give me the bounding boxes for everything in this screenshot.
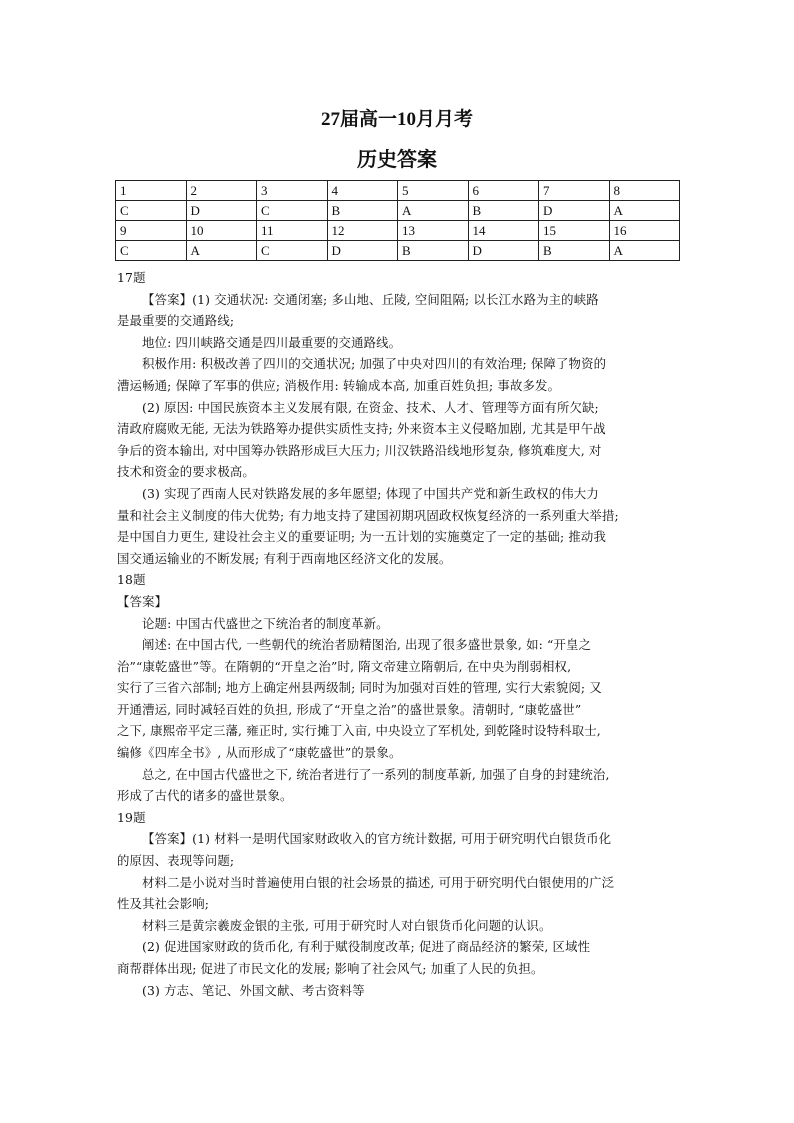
table-cell: C bbox=[257, 241, 328, 261]
table-row bbox=[116, 221, 680, 241]
table-cell: 15 bbox=[539, 221, 610, 241]
table-cell: 8 bbox=[609, 181, 680, 201]
answer-line: 开通漕运, 同时减轻百姓的负担, 形成了“开皇之治”的盛世景象。清朝时, “康乾盛世” bbox=[117, 701, 582, 717]
answer-line: 国交通运输业的不断发展; 有利于西南地区经济文化的发展。 bbox=[117, 550, 452, 566]
table-cell: B bbox=[539, 241, 610, 261]
table-cell: 10 bbox=[186, 221, 257, 241]
table-cell: A bbox=[609, 201, 680, 221]
answer-line: (3) 方志、笔记、外国文献、考古资料等 bbox=[142, 982, 365, 998]
page-title: 27届高一10月月考 bbox=[320, 109, 473, 130]
table-cell: 16 bbox=[609, 221, 680, 241]
table-cell: C bbox=[257, 201, 328, 221]
table-row bbox=[116, 241, 680, 261]
answer-line: 【答案】(1) 材料一是明代国家财政收入的官方统计数据, 可用于研究明代白银货币化 bbox=[142, 831, 612, 847]
answer-line: 实行了三省六部制; 地方上确定州县两级制; 同时为加强对百姓的管理, 实行大索貌阅; 又 bbox=[117, 680, 602, 696]
answer-line: 争后的资本输出, 对中国筹办铁路形成巨大压力; 川汉铁路沿线地形复杂, 修筑难度大, 对 bbox=[117, 442, 602, 458]
answer-line: 漕运畅通; 保障了军事的供应; 消极作用: 转输成本高, 加重百姓负担; 事故多发。 bbox=[117, 377, 561, 393]
table-cell: 7 bbox=[539, 181, 610, 201]
table-cell: 4 bbox=[327, 181, 398, 201]
table-cell: B bbox=[468, 201, 539, 221]
answer-line: 总之, 在中国古代盛世之下, 统治者进行了一系列的制度革新, 加强了自身的封建统治, bbox=[142, 766, 610, 782]
table-cell: 5 bbox=[398, 181, 469, 201]
answer-line: 之下, 康熙帝平定三藩, 雍正时, 实行摊丁入亩, 中央设立了军机处, 到乾隆时设特科取士, bbox=[117, 723, 601, 739]
answer-line: 积极作用: 积极改善了四川的交通状况; 加强了中央对四川的有效治理; 保障了物资的 bbox=[142, 356, 607, 372]
table-cell: C bbox=[116, 201, 187, 221]
answer-line: 的原因、表现等问题; bbox=[117, 853, 235, 869]
table-cell: D bbox=[539, 201, 610, 221]
table-cell: 12 bbox=[327, 221, 398, 241]
table-row bbox=[116, 181, 680, 201]
answer-body bbox=[117, 267, 683, 1001]
answer-line: 编修《四库全书》, 从而形成了“康乾盛世”的景象。 bbox=[117, 745, 402, 761]
answer-line: 是最重要的交通路线; bbox=[117, 313, 235, 329]
answer-line: 性及其社会影响; bbox=[117, 896, 210, 912]
answer-line: 是中国自力更生, 建设社会主义的重要证明; 为一五计划的实施奠定了一定的基础; 推动我 bbox=[117, 529, 607, 545]
table-cell: D bbox=[186, 201, 257, 221]
answer-line: 技术和资金的要求极高。 bbox=[117, 464, 255, 480]
answer-line: 论题: 中国古代盛世之下统治者的制度革新。 bbox=[142, 615, 389, 631]
question-heading-17: 17题 bbox=[117, 270, 146, 285]
answer-line: 清政府腐败无能, 无法为铁路筹办提供实质性支持; 外来资本主义侵略加剧, 尤其是甲午战 bbox=[117, 421, 606, 437]
table-cell: 1 bbox=[116, 181, 187, 201]
table-cell: A bbox=[186, 241, 257, 261]
table-cell: B bbox=[327, 201, 398, 221]
answer-line: 材料二是小说对当时普遍使用白银的社会场景的描述, 可用于研究明代白银使用的广泛 bbox=[142, 874, 615, 890]
table-cell: D bbox=[468, 241, 539, 261]
answer-line: 阐述: 在中国古代, 一些朝代的统治者励精图治, 出现了很多盛世景象, 如: “开皇之 bbox=[142, 637, 592, 653]
answer-line: 形成了古代的诸多的盛世景象。 bbox=[117, 788, 293, 804]
answer-line: (3) 实现了西南人民对铁路发展的多年愿望; 体现了中国共产党和新生政权的伟大力 bbox=[142, 485, 599, 501]
table-cell: B bbox=[398, 241, 469, 261]
answer-line: 量和社会主义制度的伟大优势; 有力地支持了建国初期巩固政权恢复经济的一系列重大举措; bbox=[117, 507, 619, 523]
table-row bbox=[116, 201, 680, 221]
question-heading-18: 18题 bbox=[117, 572, 146, 588]
answer-line: 材料三是黄宗羲废金银的主张, 可用于研究时人对白银货币化问题的认识。 bbox=[142, 917, 552, 933]
table-cell: 2 bbox=[186, 181, 257, 201]
answer-line: (2) 促进国家财政的货币化, 有利于赋役制度改革; 促进了商品经济的繁荣, 区域性 bbox=[142, 939, 591, 955]
answer-line: 地位: 四川峡路交通是四川最重要的交通路线。 bbox=[142, 334, 402, 350]
table-cell: 14 bbox=[468, 221, 539, 241]
answer-table bbox=[115, 180, 680, 261]
answer-label: 【答案】 bbox=[117, 593, 168, 609]
question-heading-19: 19题 bbox=[117, 809, 146, 825]
table-cell: 11 bbox=[257, 221, 328, 241]
answer-line: 商帮群体出现; 促进了市民文化的发展; 影响了社会风气; 加重了人民的负担。 bbox=[117, 961, 544, 976]
table-cell: D bbox=[327, 241, 398, 261]
answer-line: 治”“康乾盛世”等。在隋朝的“开皇之治”时, 隋文帝建立隋朝后, 在中央为削弱相权, bbox=[117, 658, 572, 674]
table-cell: A bbox=[398, 201, 469, 221]
table-cell: 3 bbox=[257, 181, 328, 201]
page-subtitle: 历史答案 bbox=[357, 149, 437, 171]
table-cell: 13 bbox=[398, 221, 469, 241]
table-cell: 6 bbox=[468, 181, 539, 201]
answer-line: 【答案】(1) 交通状况: 交通闭塞; 多山地、丘陵, 空间阻隔; 以长江水路为主的峡路 bbox=[142, 291, 599, 307]
table-cell: 9 bbox=[116, 221, 187, 241]
answer-line: (2) 原因: 中国民族资本主义发展有限, 在资金、技术、人才、管理等方面有所欠缺; bbox=[142, 399, 599, 415]
table-cell: A bbox=[609, 241, 680, 261]
table-cell: C bbox=[116, 241, 187, 261]
